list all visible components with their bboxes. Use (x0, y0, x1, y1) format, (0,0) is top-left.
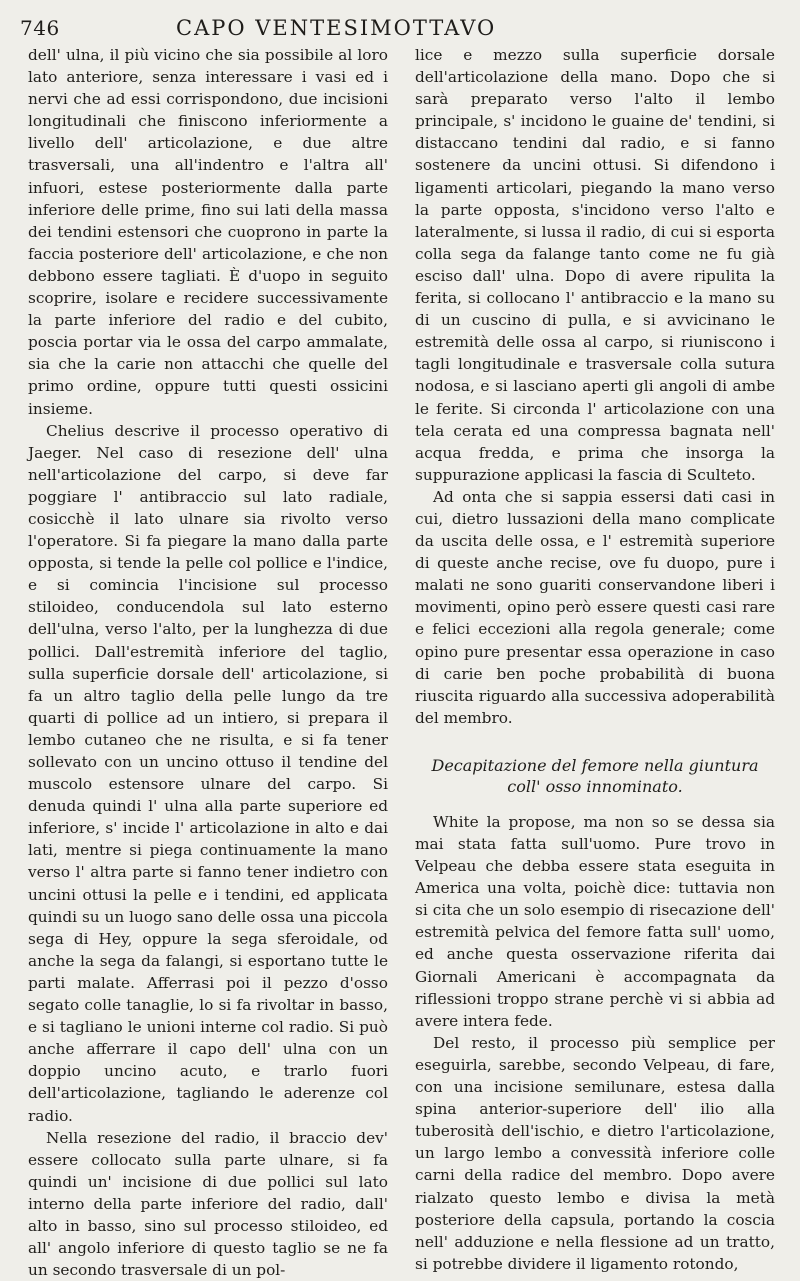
section-heading-line: Decapitazione del femore nella giuntura (431, 755, 759, 775)
paragraph: Chelius descrive il processo operativo di Jaeger. Nel caso di resezione dell' ulna nell'articolazione del carpo, si deve far poggiare l' antibraccio sul lato radiale, cosicchè il lato ulnare sia rivolto verso l'operatore. Si fa piegare la mano dalla parte opposta, si tende la pelle col pollice e l'indice, e si comincia l'incisione sul processo stiloideo, conducendola sul lato esterno dell'ulna, verso l'alto, per la lunghezza di due pollici. Dall'estremità inferiore del taglio, sulla superficie dorsale dell' articolazione, si fa un altro taglio della pelle lungo da tre quarti di pollice ad un intiero, si prepara il lembo cutaneo che ne risulta, e si fa tener sollevato con un uncino ottuso il tendine del muscolo estensore ulnare del carpo. Si denuda quindi l' ulna alla parte superiore ed inferiore, s' incide l' articolazione in alto e dai lati, mentre si piega continuamente la mano verso l' altra parte si fanno tener indietro con uncini ottusi la pelle e i tendini, ed applicata quindi su un luogo sano delle ossa una piccola sega di Hey, oppure la sega sferoidale, od anche la sega da falangi, si esportano tutte le parti malate. Afferrasi poi il pezzo d'osso segato colle tanaglie, lo si fa rivoltar in basso, e si tagliano le unioni interne col radio. Si può anche afferrare il capo dell' ulna con un doppio uncino acuto, e trarlo fuori dell'articolazione, tagliando le aderenze col radio. (28, 421, 388, 1125)
paragraph: dell' ulna, il più vicino che sia possibile al loro lato anteriore, senza interessare i vasi ed i nervi che ad essi corrispondono, due incisioni longitudinali che finiscono inferiormente a livello dell' articolazione, e due altre trasversali, una all'indentro e l'altra all' infuori, estese posteriormente dalla parte inferiore delle prime, fino sui lati della massa dei tendini estensori che cuoprono in parte la faccia posteriore dell' articolazione, e che non debbono essere tagliati. È d'uopo in seguito scoprire, isolare e recidere successivamente la parte inferiore del radio e del cubito, poscia portar via le ossa del carpo ammalate, sia che la carie non attacchi che quelle del primo ordine, oppure tutti questi ossicini insieme. (28, 46, 388, 418)
paragraph: lice e mezzo sulla superficie dorsale dell'articolazione della mano. Dopo che si sarà preparato verso l'alto il lembo principale, s' incidono le guaine de' tendini, si distaccano tendini dal radio, e si fanno sostenere da uncini ottusi. Si difendono i ligamenti articolari, piegando la mano verso la parte opposta, s'incidono verso l'alto e lateralmente, si lussa il radio, di cui si esporta colla sega da falange tanto come ne fu già esciso dall' ulna. Dopo di avere ripulita la ferita, si collocano l' antibraccio e la mano su di un cuscino di pulla, e si avvicinano le estremità delle ossa al carpo, si riuniscono i tagli longitudinale e trasversale colla sutura nodosa, e si lasciano aperti gli angoli di ambe le ferite. Si circonda l' articolazione con una tela cerata ed una compressa bagnata nell' acqua fredda, e prima che insorga la suppurazione applicasi la fascia di Sculteto. (415, 46, 775, 484)
left-column (28, 44, 388, 1281)
running-title: CAPO VENTESIMOTTAVO (176, 16, 497, 40)
paragraph: White la propose, ma non so se dessa sia mai stata fatta sull'uomo. Pure trovo in Velpeau che debba essere stata eseguita in America una volta, poichè dice: tuttavia non si cita che un solo esempio di risecazione dell' estremità pelvica del femore fatta sull' uomo, ed anche questa osservazione riferita dai Giornali Americani è accompagnata da riflessioni troppo strane perchè vi si abbia ad avere intera fede. (415, 812, 775, 1030)
right-column (415, 44, 775, 1275)
paragraph: Nella resezione del radio, il braccio dev' essere collocato sulla parte ulnare, si fa quindi un' incisione di due pollici sul lato interno della parte inferiore del radio, dall' alto in basso, sino sul processo stiloideo, ed all' angolo inferiore di questo taglio se ne fa un secondo trasversale di un pol- (28, 1128, 388, 1280)
section-heading-line: coll' osso innominato. (507, 776, 683, 796)
page-number: 746 (20, 16, 60, 40)
paragraph: Ad onta che si sappia essersi dati casi in cui, dietro lussazioni della mano complicate da uscita delle ossa, e l' estremità superiore di queste anche recise, ove fu duopo, pure i malati ne sono guariti conservandone liberi i movimenti, opino però essere questi casi rare e felici eccezioni alla regola generale; come opino pure presentar essa operazione in caso di carie ben poche probabilità di buona riuscita riguardo alla successiva adoperabilità del membro. (415, 487, 775, 727)
page-header (18, 14, 782, 44)
paragraph: Del resto, il processo più semplice per eseguirla, sarebbe, secondo Velpeau, di fare, con una incisione semilunare, estesa dalla spina anterior-superiore dell' ilio alla tuberosità dell'ischio, e dietro l'articolazione, un largo lembo a convessità inferiore colle carni della radice del membro. Dopo avere rialzato questo lembo e divisa la metà posteriore della capsula, portando la coscia nell' adduzione e nella flessione ad un tratto, si potrebbe dividere il ligamento rotondo, (415, 1033, 775, 1273)
section-heading (415, 755, 775, 797)
